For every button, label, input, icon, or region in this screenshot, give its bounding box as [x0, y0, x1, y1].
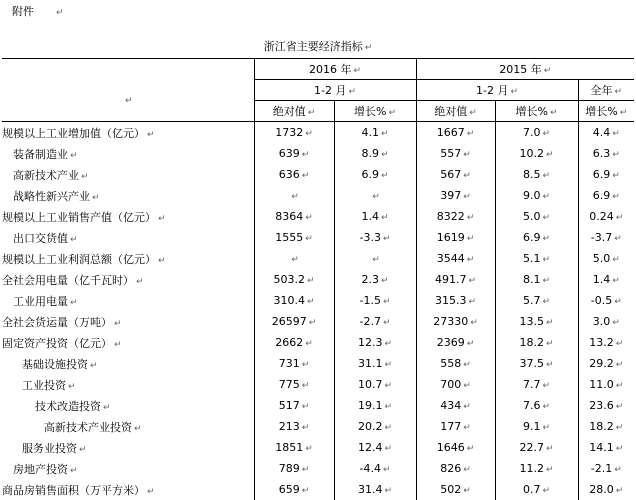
table-row — [2, 290, 634, 311]
cell-value-2016: ↵ — [254, 185, 334, 206]
header-abs-value-2015: 绝对值 ↵ — [416, 101, 495, 122]
cell-value-2016: 639 ↵ — [254, 143, 334, 164]
cell-value-2016: 26597 ↵ — [254, 311, 334, 332]
cell-growth-2015: 10.2 ↵ — [495, 143, 578, 164]
cell-growth-full-year: 1.4 ↵ — [592, 273, 620, 286]
cell-growth-2015: 7.0 ↵ — [495, 122, 578, 144]
cell-growth-2016: 2.3 ↵ — [334, 269, 416, 290]
cell-value-2016: 1555 ↵ — [254, 227, 334, 248]
header-year-2015: 2015 年 ↵ — [416, 59, 634, 80]
cell-value-2015: 491.7 ↵ — [416, 269, 495, 290]
cell-growth-2016: 12.4 ↵ — [334, 437, 416, 458]
cell-growth-2015: 8.1 ↵ — [495, 269, 578, 290]
cell-value-2015: 3544 ↵ — [416, 248, 495, 269]
table-row — [2, 122, 634, 144]
header-full-year: 全年 ↵ — [578, 80, 634, 101]
table-row — [2, 374, 634, 395]
cell-growth-2015: 22.7 ↵ — [495, 437, 578, 458]
cell-growth-2016: 10.7 ↵ — [334, 374, 416, 395]
attachment-label: 附件 ↵ — [12, 5, 64, 18]
cell-value-2015: 8322 ↵ — [416, 206, 495, 227]
header-abs-value-2016: 绝对值 ↵ — [254, 101, 334, 122]
cell-growth-2015: 8.5 ↵ — [495, 164, 578, 185]
cell-value-2016: 636 ↵ — [254, 164, 334, 185]
cell-growth-2015: 9.0 ↵ — [495, 185, 578, 206]
cell-growth-2015: 7.7 ↵ — [495, 374, 578, 395]
indicator-name: 高新技术产业投资 ↵ — [2, 416, 254, 437]
cell-value-2015: 558 ↵ — [416, 353, 495, 374]
cell-growth-2016: -2.7 ↵ — [334, 311, 416, 332]
cell-growth-full-year: 0.24 ↵ — [589, 210, 624, 223]
indicator-name: 全社会货运量（万吨） ↵ — [2, 311, 254, 332]
cell-value-2016: 731 ↵ — [254, 353, 334, 374]
cell-value-2015: 1667 ↵ — [416, 122, 495, 144]
header-year-2016: 2016 年 ↵ — [254, 59, 416, 80]
header-period-2015: 1-2 月 ↵ — [416, 80, 578, 101]
cell-growth-full-year: 18.2 ↵ — [589, 420, 624, 433]
cell-growth-2016: 8.9 ↵ — [334, 143, 416, 164]
cell-growth-2016: 6.9 ↵ — [334, 164, 416, 185]
cell-growth-full-year: 6.9 ↵ — [592, 189, 620, 202]
cell-growth-2016: 20.2 ↵ — [334, 416, 416, 437]
indicator-name: 规模以上工业销售产值（亿元） ↵ — [2, 206, 254, 227]
table-row — [2, 206, 634, 227]
header-period-2016: 1-2 月 ↵ — [254, 80, 416, 101]
cell-value-2015: 826 ↵ — [416, 458, 495, 479]
cell-growth-full-year: 6.9 ↵ — [592, 168, 620, 181]
cell-growth-2016: ↵ — [334, 248, 416, 269]
cell-value-2016: 213 ↵ — [254, 416, 334, 437]
cell-growth-2015: 5.0 ↵ — [495, 206, 578, 227]
indicator-name: 工业投资 ↵ — [2, 374, 254, 395]
cell-growth-2016: 31.1 ↵ — [334, 353, 416, 374]
cell-growth-full-year: -0.5 ↵ — [590, 294, 622, 307]
cell-growth-full-year: 28.0 ↵ — [589, 483, 624, 496]
economic-indicators-table — [2, 58, 634, 500]
cell-growth-2016: ↵ — [334, 185, 416, 206]
table-row — [2, 332, 634, 353]
cell-growth-2015: 0.7 ↵ — [495, 479, 578, 500]
cell-growth-full-year: 4.4 ↵ — [592, 126, 620, 139]
table-row — [2, 311, 634, 332]
table-row — [2, 227, 634, 248]
indicator-name: 技术改造投资 ↵ — [2, 395, 254, 416]
indicator-name: 规模以上工业增加值（亿元） ↵ — [2, 122, 254, 144]
cell-growth-full-year: -3.7 ↵ — [590, 231, 622, 244]
cell-value-2016: 503.2 ↵ — [254, 269, 334, 290]
indicator-name: 高新技术产业 ↵ — [2, 164, 254, 185]
table-row — [2, 248, 634, 269]
header-row-year — [2, 59, 634, 80]
table-row — [2, 353, 634, 374]
table-row — [2, 164, 634, 185]
cell-value-2015: 1646 ↵ — [416, 437, 495, 458]
cell-growth-2015: 7.6 ↵ — [495, 395, 578, 416]
indicator-name: 基础设施投资 ↵ — [2, 353, 254, 374]
cell-value-2015: 27330 ↵ — [416, 311, 495, 332]
cell-growth-2015: 13.5 ↵ — [495, 311, 578, 332]
cell-growth-2015: 37.5 ↵ — [495, 353, 578, 374]
table-row — [2, 395, 634, 416]
cell-value-2015: 177 ↵ — [416, 416, 495, 437]
indicator-name: 出口交货值 ↵ — [2, 227, 254, 248]
cell-growth-full-year: 5.0 ↵ — [592, 252, 620, 265]
indicator-name: 工业用电量 ↵ — [2, 290, 254, 311]
cell-growth-2016: -4.4 ↵ — [334, 458, 416, 479]
cell-value-2015: 397 ↵ — [416, 185, 495, 206]
cell-growth-2016: 1.4 ↵ — [334, 206, 416, 227]
cell-value-2015: 502 ↵ — [416, 479, 495, 500]
indicator-name: 全社会用电量（亿千瓦时） ↵ — [2, 269, 254, 290]
cell-growth-2015: 9.1 ↵ — [495, 416, 578, 437]
table-row — [2, 416, 634, 437]
cell-growth-2015: 11.2 ↵ — [495, 458, 578, 479]
cell-growth-2015: 5.7 ↵ — [495, 290, 578, 311]
indicator-name: 战略性新兴产业 ↵ — [2, 185, 254, 206]
table-row — [2, 458, 634, 479]
cell-growth-2016: 31.4 ↵ — [334, 479, 416, 500]
cell-growth-2015: 5.1 ↵ — [495, 248, 578, 269]
table-row — [2, 437, 634, 458]
cell-value-2016: 517 ↵ — [254, 395, 334, 416]
cell-growth-2015: 18.2 ↵ — [495, 332, 578, 353]
document-title: 浙江省主要经济指标 ↵ — [263, 40, 373, 53]
indicator-name: 规模以上工业利润总额（亿元） ↵ — [2, 248, 254, 269]
indicator-name: 房地产投资 ↵ — [2, 458, 254, 479]
header-growth-2015: 增长% ↵ — [495, 101, 578, 122]
cell-growth-full-year: 3.0 ↵ — [592, 315, 620, 328]
cell-growth-full-year: 11.0 ↵ — [589, 378, 624, 391]
cell-growth-2016: 12.3 ↵ — [334, 332, 416, 353]
header-growth-2016: 增长% ↵ — [334, 101, 416, 122]
table-row — [2, 269, 634, 290]
cell-growth-2016: 19.1 ↵ — [334, 395, 416, 416]
cell-value-2016: 789 ↵ — [254, 458, 334, 479]
cell-value-2016: 8364 ↵ — [254, 206, 334, 227]
cell-growth-2016: 4.1 ↵ — [334, 122, 416, 144]
cell-growth-full-year: 13.2 ↵ — [589, 336, 624, 349]
table-row — [2, 143, 634, 164]
cell-growth-2016: -3.3 ↵ — [334, 227, 416, 248]
cell-value-2015: 1619 ↵ — [416, 227, 495, 248]
cell-value-2015: 2369 ↵ — [416, 332, 495, 353]
indicator-name: 固定资产投资（亿元） ↵ — [2, 332, 254, 353]
indicator-name: 装备制造业 ↵ — [2, 143, 254, 164]
table-row — [2, 185, 634, 206]
cell-value-2016: 659 ↵ — [254, 479, 334, 500]
cell-value-2015: 557 ↵ — [416, 143, 495, 164]
header-blank-cell: ↵ — [2, 59, 254, 122]
cell-growth-full-year: 29.2 ↵ — [589, 357, 624, 370]
header-growth-full-year: 增长% ↵ — [578, 101, 634, 122]
cell-value-2016: 775 ↵ — [254, 374, 334, 395]
cell-growth-2016: -1.5 ↵ — [334, 290, 416, 311]
cell-growth-full-year: 14.1 ↵ — [589, 441, 624, 454]
cell-value-2016: 2662 ↵ — [254, 332, 334, 353]
cell-value-2016: 310.4 ↵ — [254, 290, 334, 311]
cell-value-2015: 315.3 ↵ — [416, 290, 495, 311]
cell-growth-full-year: -2.1 ↵ — [590, 462, 622, 475]
cell-growth-full-year: 23.6 ↵ — [589, 399, 624, 412]
indicator-name: 商品房销售面积（万平方米） ↵ — [2, 479, 254, 500]
cell-value-2015: 700 ↵ — [416, 374, 495, 395]
cell-growth-full-year: 6.3 ↵ — [592, 147, 620, 160]
indicator-name: 服务业投资 ↵ — [2, 437, 254, 458]
cell-value-2016: 1732 ↵ — [254, 122, 334, 144]
cell-value-2015: 434 ↵ — [416, 395, 495, 416]
cell-value-2016: 1851 ↵ — [254, 437, 334, 458]
cell-value-2016: ↵ — [254, 248, 334, 269]
cell-value-2015: 567 ↵ — [416, 164, 495, 185]
cell-growth-2015: 6.9 ↵ — [495, 227, 578, 248]
